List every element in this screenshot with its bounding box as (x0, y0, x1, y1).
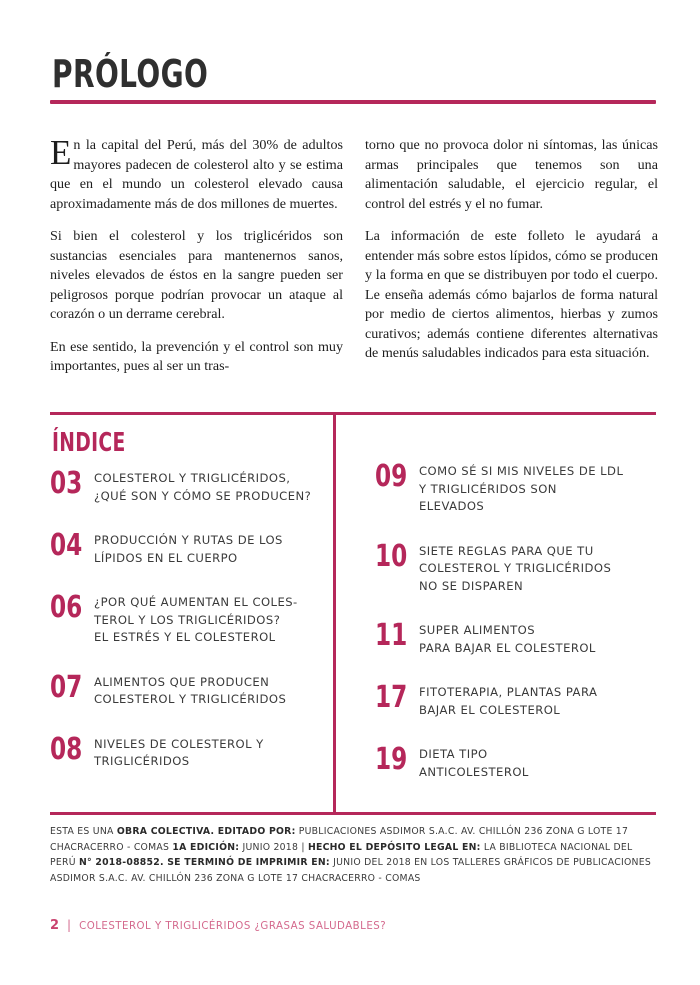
colophon-text-run: ESTA ES UNA (50, 826, 117, 837)
index-entry-number: 04 (50, 528, 83, 563)
index-entry-label (94, 673, 286, 709)
index-entry-line: DIETA TIPO (419, 747, 488, 761)
index-column-left (50, 462, 333, 807)
index-entry[interactable] (375, 618, 658, 657)
colophon-text-run: PUBLICACIONES ASDIMOR S.A.C. AV. CHILLÓN 236 ZONA G LOTE 17 CHACRACERRO - COMAS (50, 826, 629, 853)
index-entry[interactable] (50, 590, 333, 647)
colophon-bold-run: N° 2018-08852. SE TERMINÓ DE IMPRIMIR EN: (78, 857, 330, 869)
index-entry-line: ELEVADOS (419, 499, 485, 513)
index-heading: ÍNDICE (52, 428, 126, 458)
page-footer (50, 918, 386, 933)
title-block (52, 52, 658, 96)
index-entry-label (419, 621, 596, 657)
index-entry[interactable] (50, 669, 333, 709)
prologue-section (50, 133, 658, 377)
index-entry-line: PARA BAJAR EL COLESTEROL (419, 640, 596, 655)
colophon-bold-run: HECHO EL DEPÓSITO LEGAL EN: (307, 841, 481, 853)
index-entry[interactable] (50, 466, 333, 505)
index-column-right (375, 459, 658, 807)
index-entry-label (94, 593, 298, 647)
prologue-paragraph: La información de este folleto le ayudará a entender más sobre estos lípidos, cómo se producen y la forma en que se distribuyen por todo el cuerpo. Le enseña además cómo bajarlos de forma natural por medio de ciertos alimentos, hierbas y zumos curativos; además contiene diferentes alternativas de menús saludables indicados para esta situación. (365, 228, 658, 361)
index-entry-label (419, 542, 611, 596)
index-entry-line: NIVELES DE COLESTEROL Y (94, 736, 264, 751)
index-entry-number: 08 (50, 731, 83, 767)
index-entry[interactable] (50, 731, 333, 771)
index-entry-number: 11 (375, 618, 408, 653)
prologue-column-right (365, 136, 658, 377)
index-entry-label (94, 469, 311, 505)
footer-page-number: 2 (50, 918, 60, 933)
index-entry-label (419, 683, 597, 719)
index-entry[interactable] (375, 538, 658, 596)
prologue-paragraph: En la capital del Perú, más del 30% de adultos mayores padecen de colesterol alto y se estima que en el mundo un colesterol elevado causa aproximadamente más de dos millones de muertes. (50, 133, 343, 212)
index-entry-label (419, 745, 529, 781)
index-entry-number: 07 (50, 669, 83, 705)
colophon-bold-run: 1A EDICIÓN: (172, 841, 240, 853)
index-entry-label (419, 462, 623, 516)
index-entry-line: COLESTEROL Y TRIGLICÉRIDOS, (94, 471, 291, 485)
index-entry-line: FITOTERAPIA, PLANTAS PARA (419, 685, 598, 699)
index-top-rule (50, 412, 656, 415)
index-entry-line: PRODUCCIÓN Y RUTAS DE LOS (94, 533, 283, 547)
index-entry-line: SIETE REGLAS PARA QUE TU (419, 543, 594, 558)
index-entry[interactable] (50, 528, 333, 567)
colophon-credits (50, 824, 658, 886)
index-entry-line: ¿QUÉ SON Y CÓMO SE PRODUCEN? (94, 488, 312, 503)
index-entry[interactable] (375, 680, 658, 719)
index-entry-line: ¿POR QUÉ AUMENTAN EL COLES- (94, 595, 298, 609)
index-section (50, 459, 658, 807)
index-entry-number: 19 (375, 742, 408, 777)
index-entry-number: 10 (375, 538, 408, 574)
index-entry-line: COLESTEROL Y TRIGLICÉRIDOS (419, 561, 612, 575)
index-entry-number: 17 (375, 680, 408, 715)
footer-title: COLESTEROL Y TRIGLICÉRIDOS ¿GRASAS SALUDABLES? (79, 921, 387, 932)
index-entry-line: ANTICOLESTEROL (419, 764, 529, 779)
colophon-text-run: JUNIO 2018 | (239, 841, 308, 853)
index-entry-line: EL ESTRÉS Y EL COLESTEROL (94, 630, 276, 644)
footer-separator: | (67, 918, 72, 932)
colophon-text-run: JUNIO DEL 2018 EN LOS TALLERES GRÁFICOS DE PUBLICACIONES ASDIMOR S.A.C. AV. CHILLÓN 236 ZONA G LOTE 17 CHACRACERRO - COMAS (50, 857, 652, 884)
index-entry-number: 06 (50, 590, 83, 625)
index-entry-line: LÍPIDOS EN EL CUERPO (94, 550, 238, 565)
prologue-column-left (50, 133, 343, 377)
index-entry-line: COLESTEROL Y TRIGLICÉRIDOS (94, 692, 287, 706)
index-entry[interactable] (375, 459, 658, 516)
index-entry-line: SUPER ALIMENTOS (419, 623, 536, 637)
prologue-paragraph: Si bien el colesterol y los triglicéridos son sustancias esenciales para mantenernos sanos, niveles elevados de éstos en la sangre pueden ser peligrosos porque podrían provocar un ataque al corazón o un derrame cerebral. (50, 228, 343, 322)
index-entry-number: 09 (375, 459, 408, 494)
index-entry[interactable] (375, 742, 658, 781)
prologue-paragraph: torno que no provoca dolor ni síntomas, las únicas armas principales que tenemos son una alimentación saludable, el ejercicio regular, el control del estrés y el no fumar. (365, 137, 658, 212)
header-divider-rule (50, 100, 656, 104)
index-entry-line: COMO SÉ SI MIS NIVELES DE LDL (419, 464, 624, 478)
page-title: PRÓLOGO (52, 52, 209, 96)
index-entry-label (94, 735, 264, 771)
colophon-bold-run: OBRA COLECTIVA. EDITADO POR: (116, 826, 296, 837)
index-entry-label (94, 531, 283, 567)
index-entry-line: NO SE DISPAREN (419, 578, 524, 593)
index-entry-number: 03 (50, 466, 83, 501)
index-entry-line: TEROL Y LOS TRIGLICÉRIDOS? (94, 612, 281, 627)
index-entry-line: TRIGLICÉRIDOS (94, 754, 190, 768)
colophon-text-run: LA BIBLIOTECA NACIONAL DEL PERÚ (50, 841, 633, 869)
index-entry-line: BAJAR EL COLESTEROL (419, 702, 561, 717)
colophon-top-rule (50, 812, 656, 815)
index-entry-line: Y TRIGLICÉRIDOS SON (419, 481, 557, 496)
index-entry-line: ALIMENTOS QUE PRODUCEN (94, 674, 270, 689)
prologue-paragraph: En ese sentido, la prevención y el control son muy importantes, pues al ser un tras- (50, 338, 343, 374)
